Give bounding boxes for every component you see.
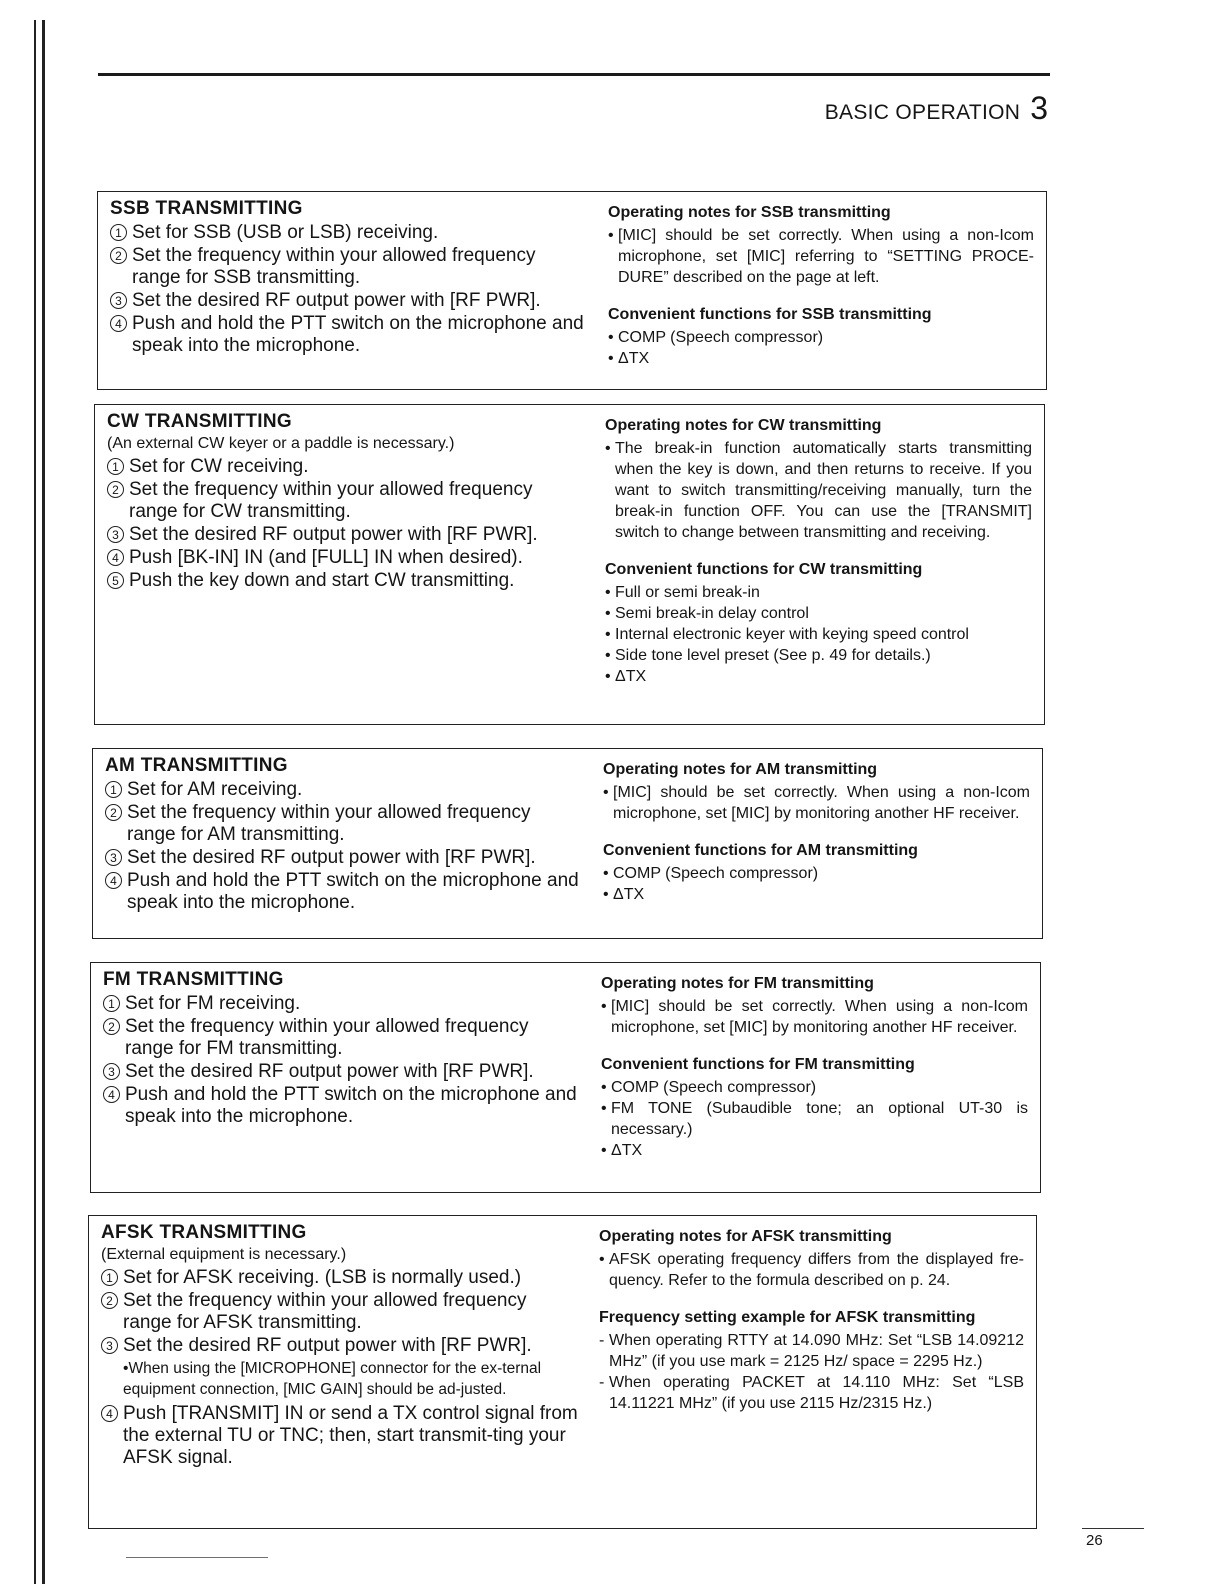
step-item <box>101 1267 579 1289</box>
step-number-icon: 4 <box>103 1086 120 1103</box>
step-text: Set the frequency within your allowed frequency range for AM transmitting. <box>127 802 531 845</box>
step-list <box>107 456 585 592</box>
notes-list <box>603 782 1030 824</box>
notes-list <box>601 996 1028 1038</box>
step-list <box>101 1403 579 1469</box>
ssb-section <box>97 191 1047 390</box>
function-item: • FM TONE (Subaudible tone; an optional UT-30 is necessary.) <box>601 1098 1028 1140</box>
notes-list <box>599 1249 1024 1291</box>
section-title: AM TRANSMITTING <box>105 755 288 776</box>
functions-list <box>608 327 1034 369</box>
afsk-steps-column <box>89 1216 589 1528</box>
step-list <box>110 222 588 357</box>
step-item <box>101 1403 579 1469</box>
ssb-notes-column <box>598 192 1046 389</box>
examples-list <box>599 1330 1024 1414</box>
step-number-icon: 1 <box>103 995 120 1012</box>
fm-steps-column <box>91 963 591 1192</box>
step-text: Push the key down and start CW transmitting. <box>129 570 515 591</box>
step-number-icon: 4 <box>107 549 124 566</box>
step-number-icon: 1 <box>101 1269 118 1286</box>
functions-list <box>603 863 1030 905</box>
step-item <box>105 870 583 914</box>
step-item <box>103 1016 581 1060</box>
note-item: • The break-in function automatically starts transmitting when the key is down, and then returns to receive. If you want to switch transmitting/receiving manually, turn the break-in function OFF. You can use the [TRANSMIT] switch to change between transmitting and receiving. <box>605 438 1032 543</box>
am-section <box>92 748 1043 939</box>
step-text: Set the desired RF output power with [RF PWR]. <box>129 524 538 545</box>
step-text: Set the frequency within your allowed frequency range for CW transmitting. <box>129 479 533 522</box>
function-item: • COMP (Speech compressor) <box>603 863 1030 884</box>
step-item <box>105 802 583 846</box>
step-item <box>105 779 583 801</box>
step-item <box>101 1335 579 1357</box>
step-text: Set the frequency within your allowed frequency range for AFSK transmitting. <box>123 1290 527 1333</box>
step-list <box>103 993 581 1128</box>
step-text: Set the frequency within your allowed frequency range for FM transmitting. <box>125 1016 529 1059</box>
step-text: Set for CW receiving. <box>129 456 309 477</box>
step-number-icon: 3 <box>110 292 127 309</box>
functions-list <box>601 1077 1028 1161</box>
header-title: BASIC OPERATION <box>824 101 1021 124</box>
notes-title: Operating notes for SSB transmitting <box>608 204 891 221</box>
function-item: • Internal electronic keyer with keying speed control <box>605 624 1032 645</box>
afsk-notes-column <box>589 1216 1036 1528</box>
step-number-icon: 1 <box>105 781 122 798</box>
function-item: • Side tone level preset (See p. 49 for details.) <box>605 645 1032 666</box>
binding-line <box>42 20 45 1584</box>
step-text: Set for AM receiving. <box>127 779 303 800</box>
am-notes-column <box>593 749 1042 938</box>
function-item: • ΔTX <box>603 884 1030 905</box>
afsk-section <box>88 1215 1037 1529</box>
step-item <box>103 993 581 1015</box>
example-item: - When operating PACKET at 14.110 MHz: Set “LSB 14.11221 MHz” (if you use 2115 Hz/2315 Hz.) <box>599 1372 1024 1414</box>
step-number-icon: 2 <box>110 247 127 264</box>
step-text: Push [BK-IN] IN (and [FULL] IN when desired). <box>129 547 523 568</box>
note-item: • AFSK operating frequency differs from the displayed fre-quency. Refer to the formula described on p. 24. <box>599 1249 1024 1291</box>
section-title: SSB TRANSMITTING <box>110 198 303 219</box>
top-rule <box>98 73 1050 76</box>
step-item <box>101 1290 579 1334</box>
step-list <box>101 1267 579 1357</box>
cw-steps-column <box>95 405 595 724</box>
chapter-number: 3 <box>1030 90 1048 126</box>
step-number-icon: 3 <box>101 1337 118 1354</box>
function-item: • COMP (Speech compressor) <box>601 1077 1028 1098</box>
note-item: • [MIC] should be set correctly. When using a non-Icom microphone, set [MIC] by monitoring another HF receiver. <box>601 996 1028 1038</box>
step-number-icon: 3 <box>103 1063 120 1080</box>
step-number-icon: 2 <box>103 1018 120 1035</box>
notes-title: Operating notes for FM transmitting <box>601 975 874 992</box>
step-list <box>105 779 583 914</box>
step-text: Push and hold the PTT switch on the microphone and speak into the microphone. <box>132 313 584 356</box>
step-number-icon: 2 <box>107 481 124 498</box>
cw-section <box>94 404 1045 725</box>
notes-list <box>605 438 1032 543</box>
notes-title: Operating notes for CW transmitting <box>605 417 882 434</box>
fm-section <box>90 962 1041 1193</box>
step-text: Set for SSB (USB or LSB) receiving. <box>132 222 439 243</box>
functions-title: Convenient functions for FM transmitting <box>601 1056 915 1073</box>
step-item <box>107 524 585 546</box>
step-number-icon: 4 <box>105 872 122 889</box>
section-title: CW TRANSMITTING <box>107 411 292 432</box>
scan-mark <box>126 1557 268 1558</box>
step-text: Set the desired RF output power with [RF PWR]. <box>123 1335 532 1356</box>
functions-title: Convenient functions for AM transmitting <box>603 842 918 859</box>
note-item: • [MIC] should be set correctly. When using a non-Icom microphone, set [MIC] by monitoring another HF receiver. <box>603 782 1030 824</box>
step-text: Push and hold the PTT switch on the microphone and speak into the microphone. <box>127 870 579 913</box>
step-text: Set the desired RF output power with [RF PWR]. <box>127 847 536 868</box>
function-item: • Full or semi break-in <box>605 582 1032 603</box>
step-item <box>110 222 588 244</box>
binding-line <box>34 20 36 1584</box>
step-number-icon: 4 <box>101 1405 118 1422</box>
step-item <box>110 313 588 357</box>
step-text: Set for FM receiving. <box>125 993 301 1014</box>
function-item: • ΔTX <box>608 348 1034 369</box>
ssb-steps-column <box>98 192 598 389</box>
functions-list <box>605 582 1032 687</box>
step-item <box>107 570 585 592</box>
functions-title: Convenient functions for SSB transmitting <box>608 306 932 323</box>
step-item <box>107 547 585 569</box>
fm-notes-column <box>591 963 1040 1192</box>
section-subnote: (An external CW keyer or a paddle is necessary.) <box>107 435 455 452</box>
example-title: Frequency setting example for AFSK transmitting <box>599 1309 976 1326</box>
page-number-rule <box>1082 1528 1144 1529</box>
step-item <box>105 847 583 869</box>
step-number-icon: 2 <box>105 804 122 821</box>
step-item <box>103 1084 581 1128</box>
function-item: • ΔTX <box>601 1140 1028 1161</box>
step-text: Set the frequency within your allowed frequency range for SSB transmitting. <box>132 245 536 288</box>
step-note <box>101 1358 579 1400</box>
function-item: • COMP (Speech compressor) <box>608 327 1034 348</box>
step-text: Push [TRANSMIT] IN or send a TX control signal from the external TU or TNC; then, start transmit-ting your AFSK signal. <box>123 1403 578 1468</box>
notes-title: Operating notes for AM transmitting <box>603 761 878 778</box>
step-text: Set the desired RF output power with [RF PWR]. <box>132 290 541 311</box>
example-item: - When operating RTTY at 14.090 MHz: Set “LSB 14.09212 MHz” (if you use mark = 2125 Hz/ space = 2295 Hz.) <box>599 1330 1024 1372</box>
step-text: Set for AFSK receiving. (LSB is normally used.) <box>123 1267 522 1288</box>
step-note-text: When using the [MICROPHONE] connector for the ex-ternal equipment connection, [MIC GAIN] should be ad-justed. <box>123 1360 542 1398</box>
step-number-icon: 2 <box>101 1292 118 1309</box>
section-title: AFSK TRANSMITTING <box>101 1222 307 1243</box>
section-subnote: (External equipment is necessary.) <box>101 1246 347 1263</box>
notes-title: Operating notes for AFSK transmitting <box>599 1228 892 1245</box>
function-item: • ΔTX <box>605 666 1032 687</box>
step-number-icon: 4 <box>110 315 127 332</box>
step-text: Push and hold the PTT switch on the microphone and speak into the microphone. <box>125 1084 577 1127</box>
step-number-icon: 5 <box>107 572 124 589</box>
step-item <box>110 245 588 289</box>
step-item <box>103 1061 581 1083</box>
am-steps-column <box>93 749 593 938</box>
note-item: • [MIC] should be set correctly. When using a non-Icom microphone, set [MIC] referring to “SETTING PROCE-DURE” described on the page at left. <box>608 225 1034 288</box>
step-number-icon: 1 <box>110 224 127 241</box>
step-item <box>110 290 588 312</box>
functions-title: Convenient functions for CW transmitting <box>605 561 923 578</box>
step-number-icon: 3 <box>105 849 122 866</box>
function-item: • Semi break-in delay control <box>605 603 1032 624</box>
section-title: FM TRANSMITTING <box>103 969 284 990</box>
step-item <box>107 456 585 478</box>
cw-notes-column <box>595 405 1044 724</box>
step-number-icon: 1 <box>107 458 124 475</box>
notes-list <box>608 225 1034 288</box>
step-number-icon: 3 <box>107 526 124 543</box>
page-number: 26 <box>1086 1532 1103 1549</box>
page-header <box>825 90 1048 127</box>
step-text: Set the desired RF output power with [RF PWR]. <box>125 1061 534 1082</box>
step-item <box>107 479 585 523</box>
